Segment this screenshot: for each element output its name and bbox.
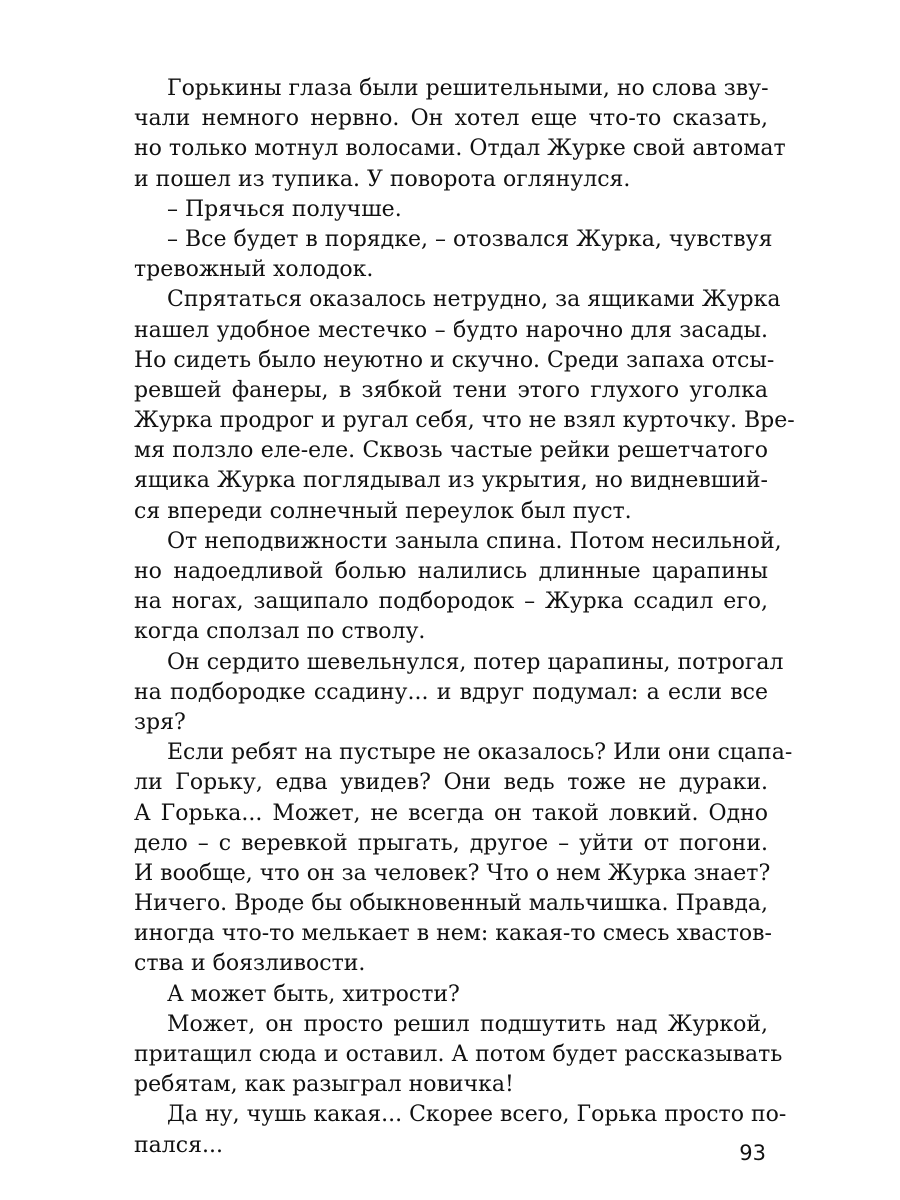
text-line: нашел удобное местечко – будто нарочно для засады. <box>134 317 768 343</box>
text-line: чали немного нервно. Он хотел еще что-то сказать, <box>134 106 768 132</box>
text-line: Да ну, чушь какая... Скорее всего, Горька просто по- <box>167 1102 787 1128</box>
text-line: пался... <box>134 1132 223 1158</box>
text-line: когда сползал по стволу. <box>134 619 426 645</box>
text-line: Журка продрог и ругал себя, что не взял курточку. Вре- <box>134 408 795 434</box>
text-line: Ничего. Вроде бы обыкновенный мальчишка. Правда, <box>134 891 768 917</box>
text-line: А Горька... Может, не всегда он такой ловкий. Одно <box>134 800 768 826</box>
text-line: и пошел из тупика. У поворота оглянулся. <box>134 166 631 192</box>
text-line: на ногах, защипало подбородок – Журка ссадил его, <box>134 589 768 615</box>
text-line: ребятам, как разыграл новичка! <box>134 1072 514 1098</box>
text-line: И вообще, что он за человек? Что о нем Журка знает? <box>134 860 771 886</box>
text-line: ства и боязливости. <box>134 951 366 977</box>
text-line: – Все будет в порядке, – отозвался Журка, чувствуя <box>167 226 773 252</box>
text-line: ящика Журка поглядывал из укрытия, но видневший- <box>134 468 768 494</box>
book-page-text <box>134 74 795 1161</box>
text-line: но только мотнул волосами. Отдал Журке свой автомат <box>134 136 786 162</box>
text-line: Но сидеть было неуютно и скучно. Среди запаха отсы- <box>134 347 775 373</box>
text-line: на подбородке ссадину... и вдруг подумал: а если все <box>134 679 768 705</box>
text-line: ся впереди солнечный переулок был пуст. <box>134 498 632 524</box>
text-line: притащил сюда и оставил. А потом будет рассказывать <box>134 1042 783 1067</box>
text-line: ревшей фанеры, в зябкой тени этого глухого уголка <box>134 377 768 403</box>
text-line: ли Горьку, едва увидев? Они ведь тоже не дураки. <box>134 770 768 796</box>
text-line: но надоедливой болью налились длинные царапины <box>134 559 768 584</box>
text-line: зря? <box>134 709 186 735</box>
text-line: Он сердито шевельнулся, потер царапины, потрогал <box>167 649 784 675</box>
text-line: дело – с веревкой прыгать, другое – уйти от погони. <box>134 830 768 856</box>
text-line: иногда что-то мелькает в нем: какая-то смесь хвастов- <box>134 921 772 947</box>
text-line: Если ребят на пустыре не оказалось? Или они сцапа- <box>167 740 793 766</box>
text-line: тревожный холодок. <box>134 257 374 283</box>
text-line: – Прячься получше. <box>167 196 402 222</box>
text-line: Может, он просто решил подшутить над Журкой, <box>167 1011 768 1037</box>
text-line: мя ползло еле-еле. Сквозь частые рейки решетчатого <box>134 438 768 464</box>
page-number: 93 <box>739 1141 766 1165</box>
text-line: Спрятаться оказалось нетрудно, за ящиками Журка <box>167 287 781 313</box>
text-line: От неподвижности заныла спина. Потом несильной, <box>167 528 782 554</box>
text-line: Горькины глаза были решительными, но слова зву- <box>167 76 769 101</box>
text-line: А может быть, хитрости? <box>167 981 460 1007</box>
